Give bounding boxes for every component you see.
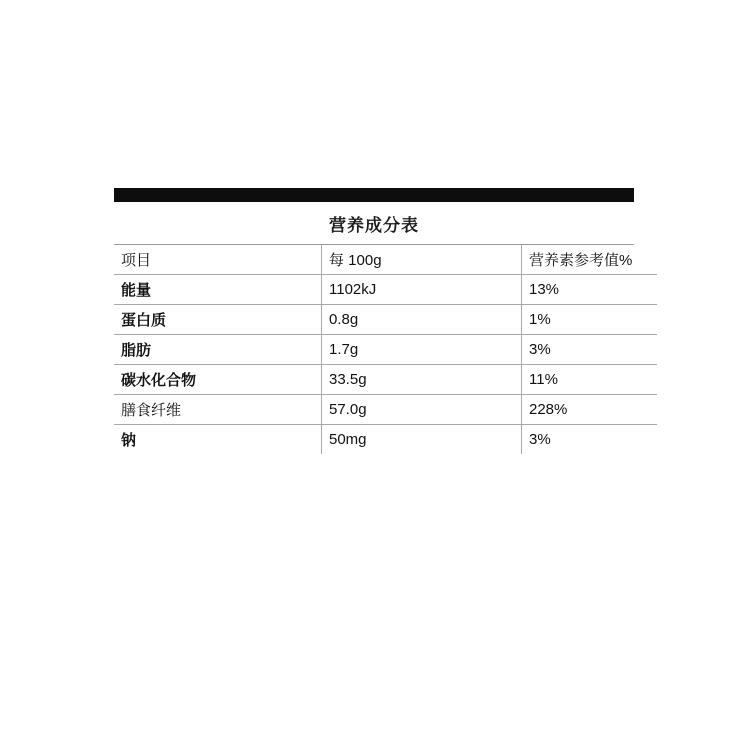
- row-nrv: 11%: [522, 365, 658, 395]
- row-per: 57.0g: [322, 395, 522, 425]
- row-nrv: 228%: [522, 395, 658, 425]
- row-per: 50mg: [322, 425, 522, 455]
- row-label: 碳水化合物: [114, 365, 322, 395]
- row-label: 钠: [114, 425, 322, 455]
- row-nrv: 3%: [522, 425, 658, 455]
- row-nrv: 1%: [522, 305, 658, 335]
- row-per: 0.8g: [322, 305, 522, 335]
- page-title: 营养成分表: [329, 215, 419, 235]
- header-nrv: 营养素参考值%: [522, 245, 658, 275]
- row-label: 脂肪: [114, 335, 322, 365]
- row-label: 膳食纤维: [114, 395, 322, 425]
- table-row: [114, 275, 657, 305]
- table-header-row: [114, 245, 657, 275]
- nutrition-facts-card: [114, 188, 634, 454]
- row-label: 蛋白质: [114, 305, 322, 335]
- table-row: [114, 335, 657, 365]
- row-per: 1.7g: [322, 335, 522, 365]
- table-row: [114, 395, 657, 425]
- nutrition-table: [114, 245, 657, 454]
- table-row: [114, 425, 657, 455]
- row-label: 能量: [114, 275, 322, 305]
- row-per: 33.5g: [322, 365, 522, 395]
- row-per: 1102kJ: [322, 275, 522, 305]
- header-per: 每 100g: [322, 245, 522, 275]
- table-row: [114, 305, 657, 335]
- nutrition-table-title: [114, 202, 634, 245]
- table-row: [114, 365, 657, 395]
- row-nrv: 13%: [522, 275, 658, 305]
- row-nrv: 3%: [522, 335, 658, 365]
- header-item: 项目: [114, 245, 322, 275]
- top-black-bar: [114, 188, 634, 202]
